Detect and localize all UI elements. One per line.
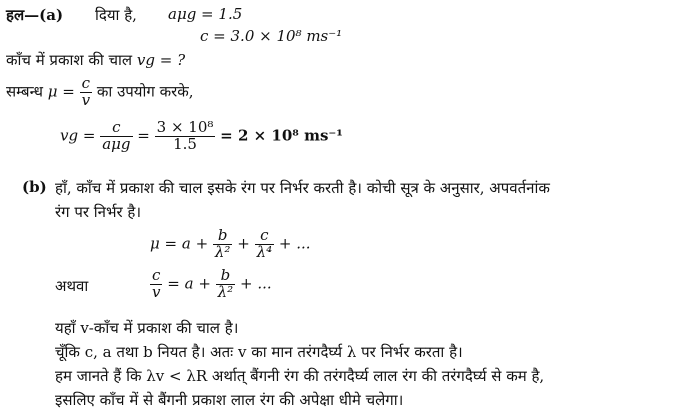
speed-fraction-1-num: c: [152, 266, 161, 284]
speed-fraction-1: [150, 268, 162, 301]
cauchy-fraction-1-num: b: [217, 226, 228, 244]
result-fraction-2: [155, 120, 216, 153]
cauchy-lhs: μ = a +: [150, 234, 209, 253]
part-b-line-1: हाँ, काँच में प्रकाश की चाल इसके रंग पर निर्भर करती है। कोची सूत्र के अनुसार, अपवर्तनांक: [55, 179, 550, 197]
question-text: [6, 50, 185, 70]
result-fraction-1-den: aμg: [102, 134, 131, 153]
speed-tail: + ...: [239, 274, 272, 293]
speed-fraction-2-den: λ²: [217, 282, 234, 301]
given-label: दिया है,: [95, 6, 137, 24]
cauchy-fraction-1-den: λ²: [214, 242, 231, 261]
cauchy-fraction-2-num: c: [260, 226, 269, 244]
speed-fraction-1-den: v: [152, 282, 161, 301]
relation-denominator: v: [81, 90, 91, 109]
relation-numerator: c: [81, 74, 91, 92]
relation-prefix: सम्बन्ध: [6, 82, 43, 101]
relation-fraction: [80, 76, 92, 109]
part-b-line-2: रंग पर निर्भर है।: [55, 203, 142, 221]
given-speed-of-light: c = 3.0 × 10⁸ ms⁻¹: [200, 27, 343, 45]
relation-suffix: का उपयोग करके,: [96, 82, 194, 101]
speed-fraction-2: [216, 268, 236, 301]
result-fraction-2-den: 1.5: [155, 136, 216, 153]
speed-equation: [150, 268, 272, 301]
cauchy-equation: [150, 228, 311, 261]
cauchy-tail: + ...: [278, 234, 311, 253]
result-equation: [60, 120, 343, 153]
speed-mid: = a +: [167, 274, 211, 293]
part-b-label: (b): [22, 178, 47, 196]
result-value: = 2 × 10⁸ ms⁻¹: [220, 126, 343, 145]
result-fraction-1: [100, 120, 132, 153]
relation-mu: μ =: [47, 82, 75, 101]
given-refractive-index: aμg = 1.5: [168, 5, 243, 23]
athva-label: अथवा: [55, 277, 89, 295]
cauchy-plus: +: [237, 234, 250, 253]
result-fraction-2-num: 3 × 10⁸: [156, 118, 214, 136]
result-lhs: vg =: [60, 126, 96, 145]
question-label: काँच में प्रकाश की चाल: [6, 51, 133, 69]
cauchy-fraction-2: [255, 228, 275, 261]
cauchy-fraction-1: [213, 228, 233, 261]
part-b-line-5: हम जानते हैं कि λv < λR अर्थात् बैंगनी रंग की तरंगदैर्घ्य लाल रंग की तरंगदैर्घ्य से कम है,: [55, 367, 545, 385]
question-variable: vg = ?: [136, 51, 186, 69]
part-b-line-6: इसलिए काँच में से बैंगनी प्रकाश लाल रंग की अपेक्षा धीमे चलेगा।: [55, 391, 404, 409]
result-equals: =: [137, 126, 150, 145]
result-fraction-1-num: c: [112, 118, 121, 136]
speed-fraction-2-num: b: [220, 266, 231, 284]
relation-line: [6, 76, 194, 109]
part-b-line-4: चूँकि c, a तथा b नियत है। अतः v का मान तरंगदैर्घ्य λ पर निर्भर करता है।: [55, 343, 463, 361]
part-a-heading: हल—(a): [6, 6, 64, 24]
cauchy-fraction-2-den: λ⁴: [256, 242, 273, 261]
part-b-line-3: यहाँ v-काँच में प्रकाश की चाल है।: [55, 319, 239, 337]
